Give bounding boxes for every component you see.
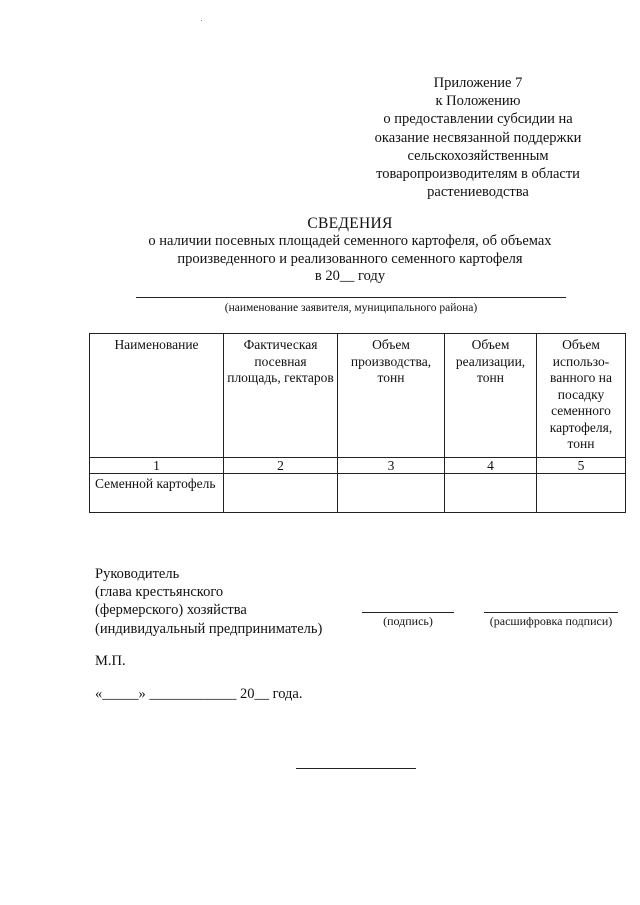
signature-decoding-field[interactable]	[484, 612, 618, 613]
signature-caption: (подпись)	[383, 614, 433, 628]
signatory-line: (индивидуальный предприниматель)	[95, 620, 323, 637]
scan-speck	[201, 20, 202, 21]
appendix-line: оказание несвязанной поддержки	[374, 129, 582, 146]
appendix-line: к Положению	[435, 93, 521, 110]
applicant-caption: (наименование заявителя, муниципального района)	[224, 302, 478, 314]
row-label: Семенной картофель	[90, 474, 224, 513]
signatory-line: (глава крестьянского	[95, 584, 224, 601]
table-cell[interactable]	[224, 474, 338, 513]
column-header: Фактическая посевная площадь, гектаров	[224, 334, 338, 458]
table-header-row	[90, 334, 626, 458]
column-number: 5	[537, 458, 626, 474]
table-cell[interactable]	[338, 474, 445, 513]
heading-line: о наличии посевных площадей семенного картофеля, об объемах	[148, 233, 552, 249]
appendix-line: товаропроизводителям в области	[376, 166, 580, 183]
signature-field[interactable]	[362, 612, 454, 613]
appendix-line: Приложение 7	[433, 75, 523, 91]
date-line: «_____» ____________ 20__ года.	[95, 686, 303, 702]
column-number: 4	[445, 458, 537, 474]
signature-decoding-caption: (расшифровка подписи)	[489, 614, 613, 628]
column-header: Объем использо-ванного на посадку семенного картофеля, тонн	[537, 334, 626, 458]
column-header: Объем реализации, тонн	[445, 334, 537, 458]
signatory-line: (фермерского) хозяйства	[95, 602, 247, 619]
appendix-line: о предоставлении субсидии на	[383, 111, 573, 128]
heading-line: в 20__ году	[314, 268, 386, 284]
signatory-line: Руководитель	[95, 566, 180, 582]
appendix-note	[360, 74, 596, 201]
column-header: Объем производства, тонн	[338, 334, 445, 458]
column-number: 2	[224, 458, 338, 474]
column-number: 1	[90, 458, 224, 474]
heading-line: произведенного и реализованного семенного картофеля	[177, 250, 523, 267]
column-header: Наименование	[90, 334, 224, 458]
table-row	[90, 474, 626, 513]
appendix-line: растениеводства	[427, 184, 529, 201]
document-title: СВЕДЕНИЯ	[307, 215, 393, 232]
column-number-row	[90, 458, 626, 474]
signatory-block	[95, 565, 322, 638]
column-number: 3	[338, 458, 445, 474]
applicant-name-field[interactable]	[136, 297, 566, 298]
table-cell[interactable]	[537, 474, 626, 513]
data-table	[89, 333, 626, 513]
document-heading	[100, 214, 600, 286]
stamp-place: М.П.	[95, 653, 126, 669]
table-cell[interactable]	[445, 474, 537, 513]
bottom-rule	[296, 768, 416, 769]
appendix-line: сельскохозяйственным	[407, 147, 549, 164]
